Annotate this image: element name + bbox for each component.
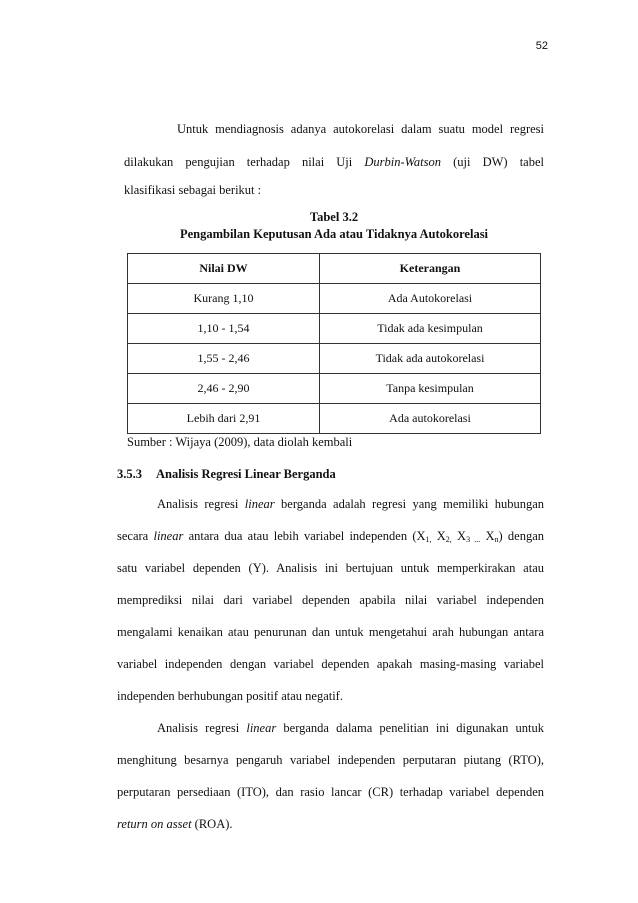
para-text: X — [451, 529, 467, 543]
table-caption-title: Pengambilan Keputusan Ada atau Tidaknya Autokorelasi — [179, 227, 489, 241]
cell-keterangan: Ada autokorelasi — [320, 404, 541, 434]
para-text: berganda adalah regresi yang memiliki hubungan — [274, 497, 544, 511]
para-text: Analisis regresi — [157, 497, 245, 511]
para1-line-3: satu variabel dependen (Y). Analisis ini bertujuan untuk memperkirakan atau — [117, 561, 544, 575]
table-caption-number: Tabel 3.2 — [309, 210, 359, 224]
para-text: antara dua atau lebih variabel independen (X — [183, 529, 426, 543]
para-text: secara — [117, 529, 154, 543]
subscript: 3 ... — [466, 535, 481, 544]
page-number: 52 — [535, 40, 548, 52]
intro-emphasis: Durbin-Watson — [364, 155, 442, 169]
cell-keterangan: Tanpa kesimpulan — [320, 374, 541, 404]
section-number: 3.5.3 — [117, 467, 142, 481]
section-title: Analisis Regresi Linear Berganda — [156, 467, 336, 481]
para-emphasis: return on asset — [117, 817, 192, 831]
para-text: X — [431, 529, 446, 543]
para2-line-2: menghitung besarnya pengaruh variabel independen perputaran piutang (RTO), — [117, 753, 544, 767]
cell-dw-range: Lebih dari 2,91 — [128, 404, 320, 434]
para-emphasis: linear — [244, 497, 275, 511]
intro-line-1: Untuk mendiagnosis adanya autokorelasi dalam suatu model regresi — [177, 122, 544, 136]
cell-keterangan: Tidak ada kesimpulan — [320, 314, 541, 344]
para-text: ) dengan — [498, 529, 544, 543]
para2-line-1 — [157, 720, 544, 736]
subscript: n — [494, 535, 499, 544]
cell-dw-range: 1,10 - 1,54 — [128, 314, 320, 344]
para1-line-4: memprediksi nilai dari variabel dependen apabila nilai variabel independen — [117, 593, 544, 607]
cell-keterangan: Tidak ada autokorelasi — [320, 344, 541, 374]
header-keterangan: Keterangan — [320, 254, 541, 284]
intro-line-3: klasifikasi sebagai berikut : — [124, 183, 262, 197]
para-text: Analisis regresi — [157, 721, 247, 735]
cell-dw-range: 2,46 - 2,90 — [128, 374, 320, 404]
table-row — [128, 314, 541, 344]
para2-line-4 — [117, 816, 233, 832]
para1-line-5: mengalami kenaikan atau penurunan dan untuk mengetahui arah hubungan antara — [117, 625, 544, 639]
para1-line-7: independen berhubungan positif atau negatif. — [117, 689, 343, 703]
table-source: Sumber : Wijaya (2009), data diolah kembali — [127, 435, 353, 449]
intro-text: (uji DW) tabel — [441, 155, 544, 169]
dw-decision-table — [127, 253, 541, 434]
para-text: (ROA). — [191, 817, 233, 831]
table-row — [128, 344, 541, 374]
cell-keterangan: Ada Autokorelasi — [320, 284, 541, 314]
para-text: berganda dalama penelitian ini digunakan untuk — [276, 721, 545, 735]
intro-line-2 — [124, 154, 544, 170]
header-nilai-dw: Nilai DW — [128, 254, 320, 284]
subscript: 1, — [425, 535, 432, 544]
para1-line-1 — [157, 496, 544, 512]
para-emphasis: linear — [246, 721, 277, 735]
table-row — [128, 404, 541, 434]
table-row — [128, 374, 541, 404]
cell-dw-range: Kurang 1,10 — [128, 284, 320, 314]
intro-text: dilakukan pengujian terhadap nilai Uji — [124, 155, 365, 169]
para1-line-2 — [117, 528, 544, 548]
subscript: 2, — [445, 535, 452, 544]
table-row — [128, 284, 541, 314]
section-heading — [117, 466, 336, 482]
para-emphasis: linear — [153, 529, 184, 543]
para2-line-3: perputaran persediaan (ITO), dan rasio lancar (CR) terhadap variabel dependen — [117, 785, 544, 799]
table-header-row — [128, 254, 541, 284]
cell-dw-range: 1,55 - 2,46 — [128, 344, 320, 374]
para1-line-6: variabel independen dengan variabel dependen apakah masing-masing variabel — [117, 657, 544, 671]
para-text: X — [480, 529, 495, 543]
